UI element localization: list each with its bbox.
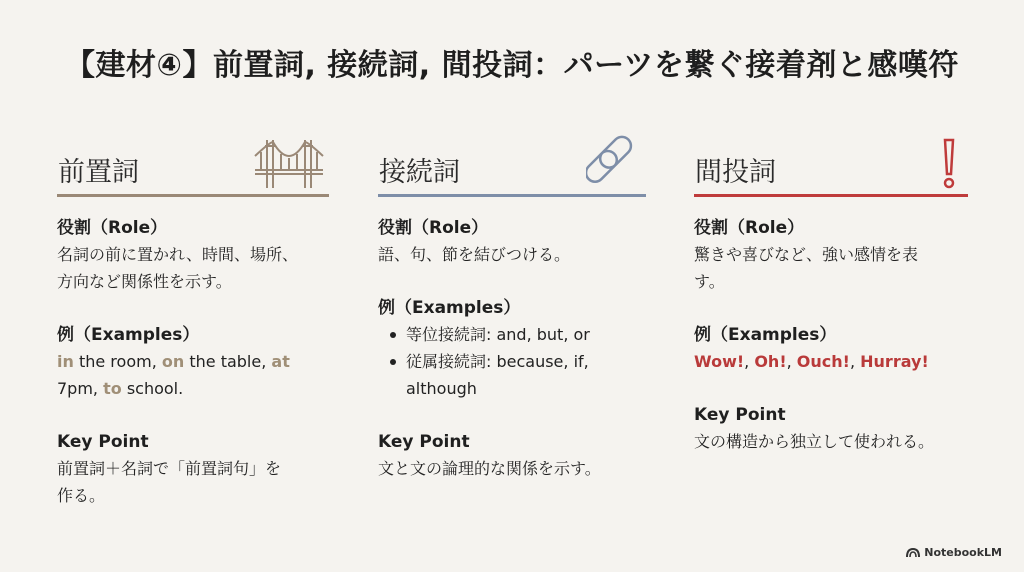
- key-point-label: Key Point: [57, 432, 149, 452]
- brand-logo: [906, 546, 1002, 559]
- example-text: the table,: [184, 352, 272, 371]
- list-item: 等位接続詞: and, but, or: [378, 321, 646, 348]
- example-hurray: Hurray!: [860, 352, 929, 371]
- examples-label: 例（Examples）: [378, 298, 521, 318]
- key-point-line2: 作る。: [57, 486, 106, 505]
- column-conjunctions: [378, 130, 646, 482]
- notebook-icon: [906, 547, 920, 558]
- role-label: 役割（Role）: [378, 218, 489, 238]
- examples-label: 例（Examples）: [57, 325, 200, 345]
- column-heading: 間投詞: [695, 157, 776, 188]
- exclamation-icon: [934, 134, 964, 190]
- bridge-icon: [253, 134, 325, 190]
- example-word-in: in: [57, 352, 74, 371]
- column-header: [57, 130, 329, 194]
- example-text: the room,: [73, 352, 162, 371]
- key-point-line1: 前置詞＋名詞で「前置詞句」を: [57, 459, 282, 478]
- examples-line2: [57, 375, 329, 402]
- example-text: school.: [121, 379, 184, 398]
- examples-list: [378, 321, 646, 402]
- column-heading: 前置詞: [58, 157, 139, 188]
- column-interjections: [694, 130, 968, 455]
- examples-line1: [57, 348, 329, 375]
- role-label: 役割（Role）: [57, 218, 168, 238]
- role-text-line1: 名詞の前に置かれ、時間、場所、: [57, 245, 298, 264]
- role-text: 語、句、節を結びつける。: [378, 245, 571, 264]
- example-oh: Oh!: [754, 352, 787, 371]
- key-point-text: 文と文の論理的な関係を示す。: [378, 459, 601, 478]
- examples-label: 例（Examples）: [694, 325, 837, 345]
- slide-title: 【建材④】前置詞, 接続詞, 間投詞：パーツを繋ぐ接着剤と感嘆符: [65, 48, 959, 83]
- column-prepositions: [57, 130, 329, 509]
- example-word-at: at: [271, 352, 290, 371]
- brand-name: NotebookLM: [924, 546, 1002, 559]
- role-label: 役割（Role）: [694, 218, 805, 238]
- example-word-to: to: [103, 379, 122, 398]
- chain-link-icon: [586, 134, 642, 190]
- column-heading: 接続詞: [379, 157, 460, 188]
- example-ouch: Ouch!: [796, 352, 850, 371]
- role-text-line2: 方向など関係性を示す。: [57, 272, 232, 291]
- key-point-label: Key Point: [378, 432, 470, 452]
- column-header: [378, 130, 646, 194]
- examples-line: Wow!, Oh!, Ouch!, Hurray!: [694, 352, 929, 371]
- column-header: [694, 130, 968, 194]
- role-text-line1: 驚きや喜びなど、強い感情を表: [694, 245, 919, 264]
- key-point-text: 文の構造から独立して使われる。: [694, 432, 935, 451]
- role-text-line2: す。: [694, 272, 725, 291]
- example-word-on: on: [161, 352, 185, 371]
- example-text: 7pm,: [57, 379, 104, 398]
- key-point-label: Key Point: [694, 405, 786, 425]
- list-item-continued: although: [406, 379, 477, 398]
- list-item: 従属接続詞: because, if,: [378, 348, 646, 375]
- example-wow: Wow!: [694, 352, 745, 371]
